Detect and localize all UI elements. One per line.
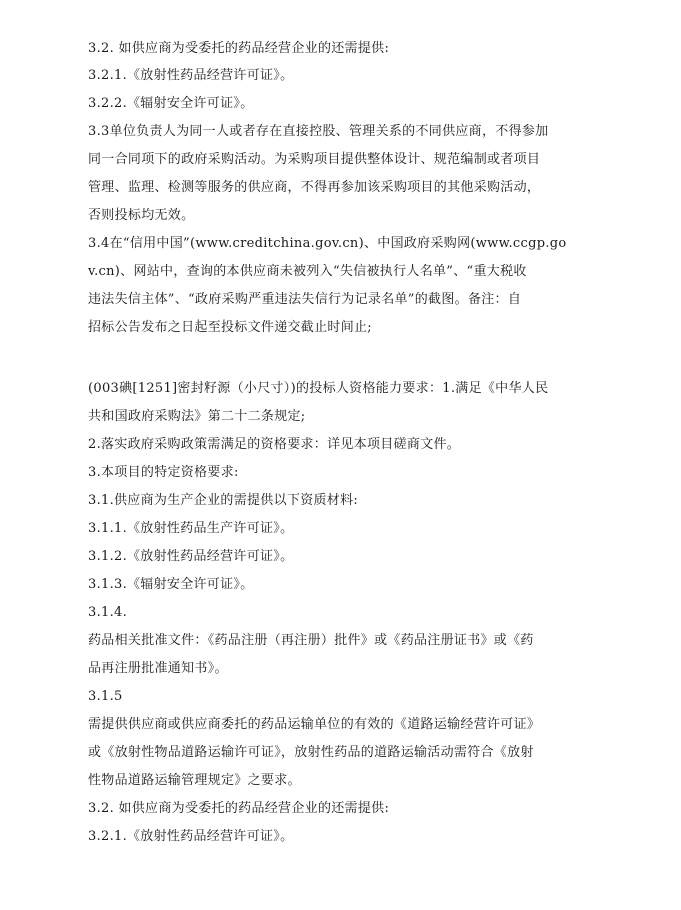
text-line: 3.2.2.《辐射安全许可证》。 xyxy=(88,96,254,111)
text-line: 招标公告发布之日起至投标文件递交截止时间止; xyxy=(88,320,372,335)
text-line: v.cn)、网站中，查询的本供应商未被列入“失信被执行人名单”、“重大税收 xyxy=(88,264,527,279)
text-line: 3.1.5 xyxy=(88,689,123,704)
text-line: 药品相关批准文件：《药品注册（再注册）批件》或《药品注册证书》或《药 xyxy=(88,633,534,648)
text-line: 3.1.4. xyxy=(88,605,128,620)
text-line: 否则投标均无效。 xyxy=(88,208,195,223)
text-line: 管理、监理、检测等服务的供应商，不得再参加该采购项目的其他采购活动， xyxy=(88,180,541,195)
text-line: 3.1.供应商为生产企业的需提供以下资质材料: xyxy=(88,493,359,508)
text-line: 性物品道路运输管理规定》之要求。 xyxy=(88,773,301,788)
text-line: 3.1.2.《放射性药品经营许可证》。 xyxy=(88,549,294,564)
text-line: 3.3单位负责人为同一人或者存在直接控股、管理关系的不同供应商，不得参加 xyxy=(88,124,549,139)
text-line: 3.2. 如供应商为受委托的药品经营企业的还需提供: xyxy=(88,801,390,816)
text-line: 或《放射性物品道路运输许可证》，放射性药品的道路运输活动需符合《放射 xyxy=(88,745,534,760)
text-line: 品再注册批准通知书》。 xyxy=(88,661,228,676)
text-line: 3.2.1.《放射性药品经营许可证》。 xyxy=(88,68,294,83)
text-line: 共和国政府采购法》第二十二条规定; xyxy=(88,409,306,424)
text-line: 3.本项目的特定资格要求: xyxy=(88,465,239,480)
text-line: 违法失信主体”、“政府采购严重违法失信行为记录名单”的截图。备注：自 xyxy=(88,292,522,307)
text-line: 3.2.1.《放射性药品经营许可证》。 xyxy=(88,829,294,844)
text-line: 3.1.1.《放射性药品生产许可证》。 xyxy=(88,521,294,536)
text-line: (003碘[1251]密封籽源（小尺寸）)的投标人资格能力要求：1.满足《中华人民 xyxy=(88,381,549,396)
text-line: 2.落实政府采购政策需满足的资格要求：详见本项目磋商文件。 xyxy=(88,437,461,452)
text-line: 3.2. 如供应商为受委托的药品经营企业的还需提供: xyxy=(88,41,390,56)
text-line: 需提供供应商或供应商委托的药品运输单位的有效的《道路运输经营许可证》 xyxy=(88,717,541,732)
text-line: 3.4在“信用中国”(www.creditchina.gov.cn)、中国政府采购网(www.ccgp.go xyxy=(88,236,567,251)
text-line: 3.1.3.《辐射安全许可证》。 xyxy=(88,577,254,592)
text-line: 同一合同项下的政府采购活动。为采购项目提供整体设计、规范编制或者项目 xyxy=(88,152,541,167)
